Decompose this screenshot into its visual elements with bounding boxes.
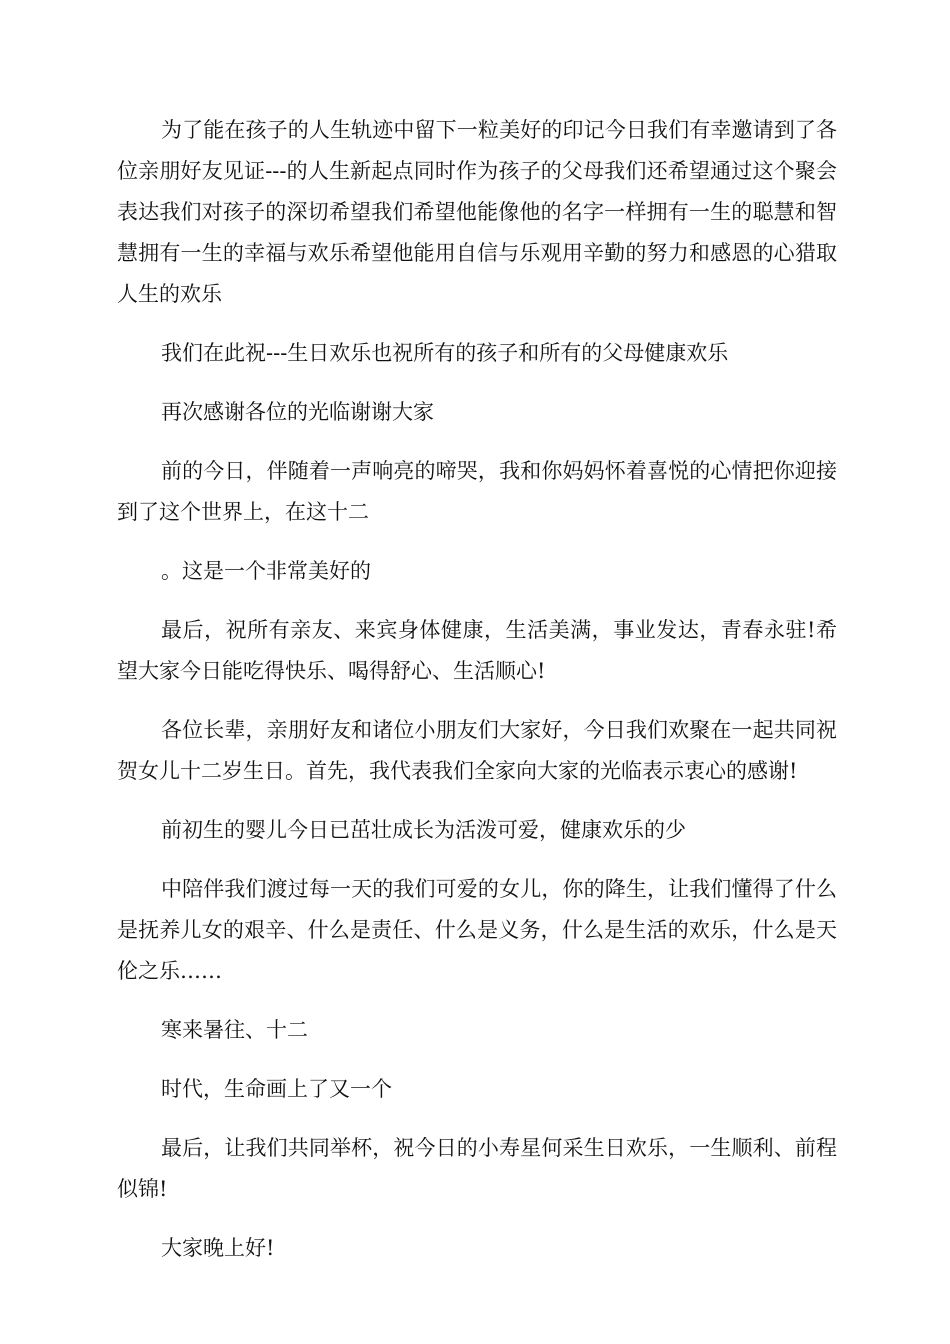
paragraph-11: 时代，生命画上了又一个 [161, 1077, 392, 1101]
paragraph-3: 再次感谢各位的光临谢谢大家 [161, 400, 434, 424]
paragraph-13: 大家晚上好! [161, 1236, 275, 1260]
paragraph-12: 最后，让我们共同举杯，祝今日的小寿星何采生日欢乐，一生顺利、前程似锦! [117, 1136, 837, 1201]
paragraph-10: 寒来暑往、十二 [161, 1018, 308, 1042]
paragraph-6: 最后，祝所有亲友、来宾身体健康，生活美满，事业发达，青春永驻!希望大家今日能吃得快乐、喝得舒心、生活顺心! [117, 618, 837, 683]
paragraph-2: 我们在此祝---生日欢乐也祝所有的孩子和所有的父母健康欢乐 [161, 341, 729, 365]
paragraph-8: 前初生的婴儿今日已茁壮成长为活泼可爱，健康欢乐的少 [161, 818, 686, 842]
document-body [117, 110, 837, 1287]
paragraph-1: 为了能在孩子的人生轨迹中留下一粒美好的印记今日我们有幸邀请到了各位亲朋好友见证---的人生新起点同时作为孩子的父母我们还希望通过这个聚会表达我们对孩子的深切希望我们希望他能像他的名字一样拥有一生的聪慧和智慧拥有一生的幸福与欢乐希望他能用自信与乐观用辛勤的努力和感恩的心猎取人生的欢乐 [117, 118, 837, 306]
paragraph-5: 。这是一个非常美好的 [161, 559, 371, 583]
paragraph-9: 中陪伴我们渡过每一天的我们可爱的女儿，你的降生，让我们懂得了什么是抚养儿女的艰辛、什么是责任、什么是义务，什么是生活的欢乐，什么是天伦之乐…… [117, 877, 837, 983]
paragraph-4: 前的今日，伴随着一声响亮的啼哭，我和你妈妈怀着喜悦的心情把你迎接到了这个世界上，在这十二 [117, 459, 837, 524]
paragraph-7: 各位长辈，亲朋好友和诸位小朋友们大家好，今日我们欢聚在一起共同祝贺女儿十二岁生日。首先，我代表我们全家向大家的光临表示衷心的感谢! [117, 718, 837, 783]
